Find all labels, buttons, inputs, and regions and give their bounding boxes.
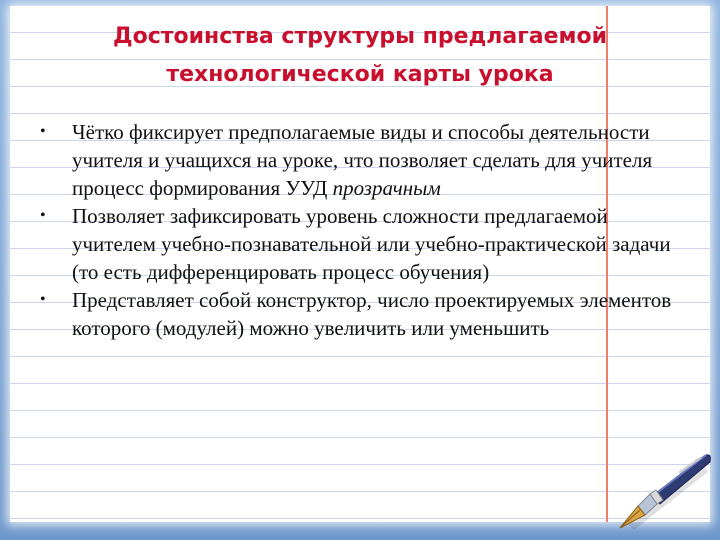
slide-title [50,18,670,94]
list-item [32,202,682,286]
list-item-emphasis: прозрачным [332,176,441,200]
bullet-marker: • [40,123,46,140]
list-item-text: Представляет собой конструктор, число проектируемых элементов которого (модулей) можно увеличить или уменьшить [72,288,672,340]
title-line-1: Достоинства структуры предлагаемой [112,24,608,49]
bullet-list [32,118,682,342]
list-item [32,118,682,202]
list-item [32,286,682,342]
list-item-text: Позволяет зафиксировать уровень сложности предлагаемой учителем учебно-познавательной или учебно-практической задачи (то есть дифференцировать процесс обучения) [72,204,671,284]
list-item-text: Чётко фиксирует предполагаемые виды и способы деятельности учителя и учащихся на уроке, что позволяет сделать для учителя процесс формирования УУД [72,120,653,200]
notebook-paper [10,6,710,522]
title-line-2: технологической карты урока [166,62,554,87]
bullet-marker: • [40,291,46,308]
fountain-pen-icon [608,436,718,536]
bullet-marker: • [40,207,46,224]
